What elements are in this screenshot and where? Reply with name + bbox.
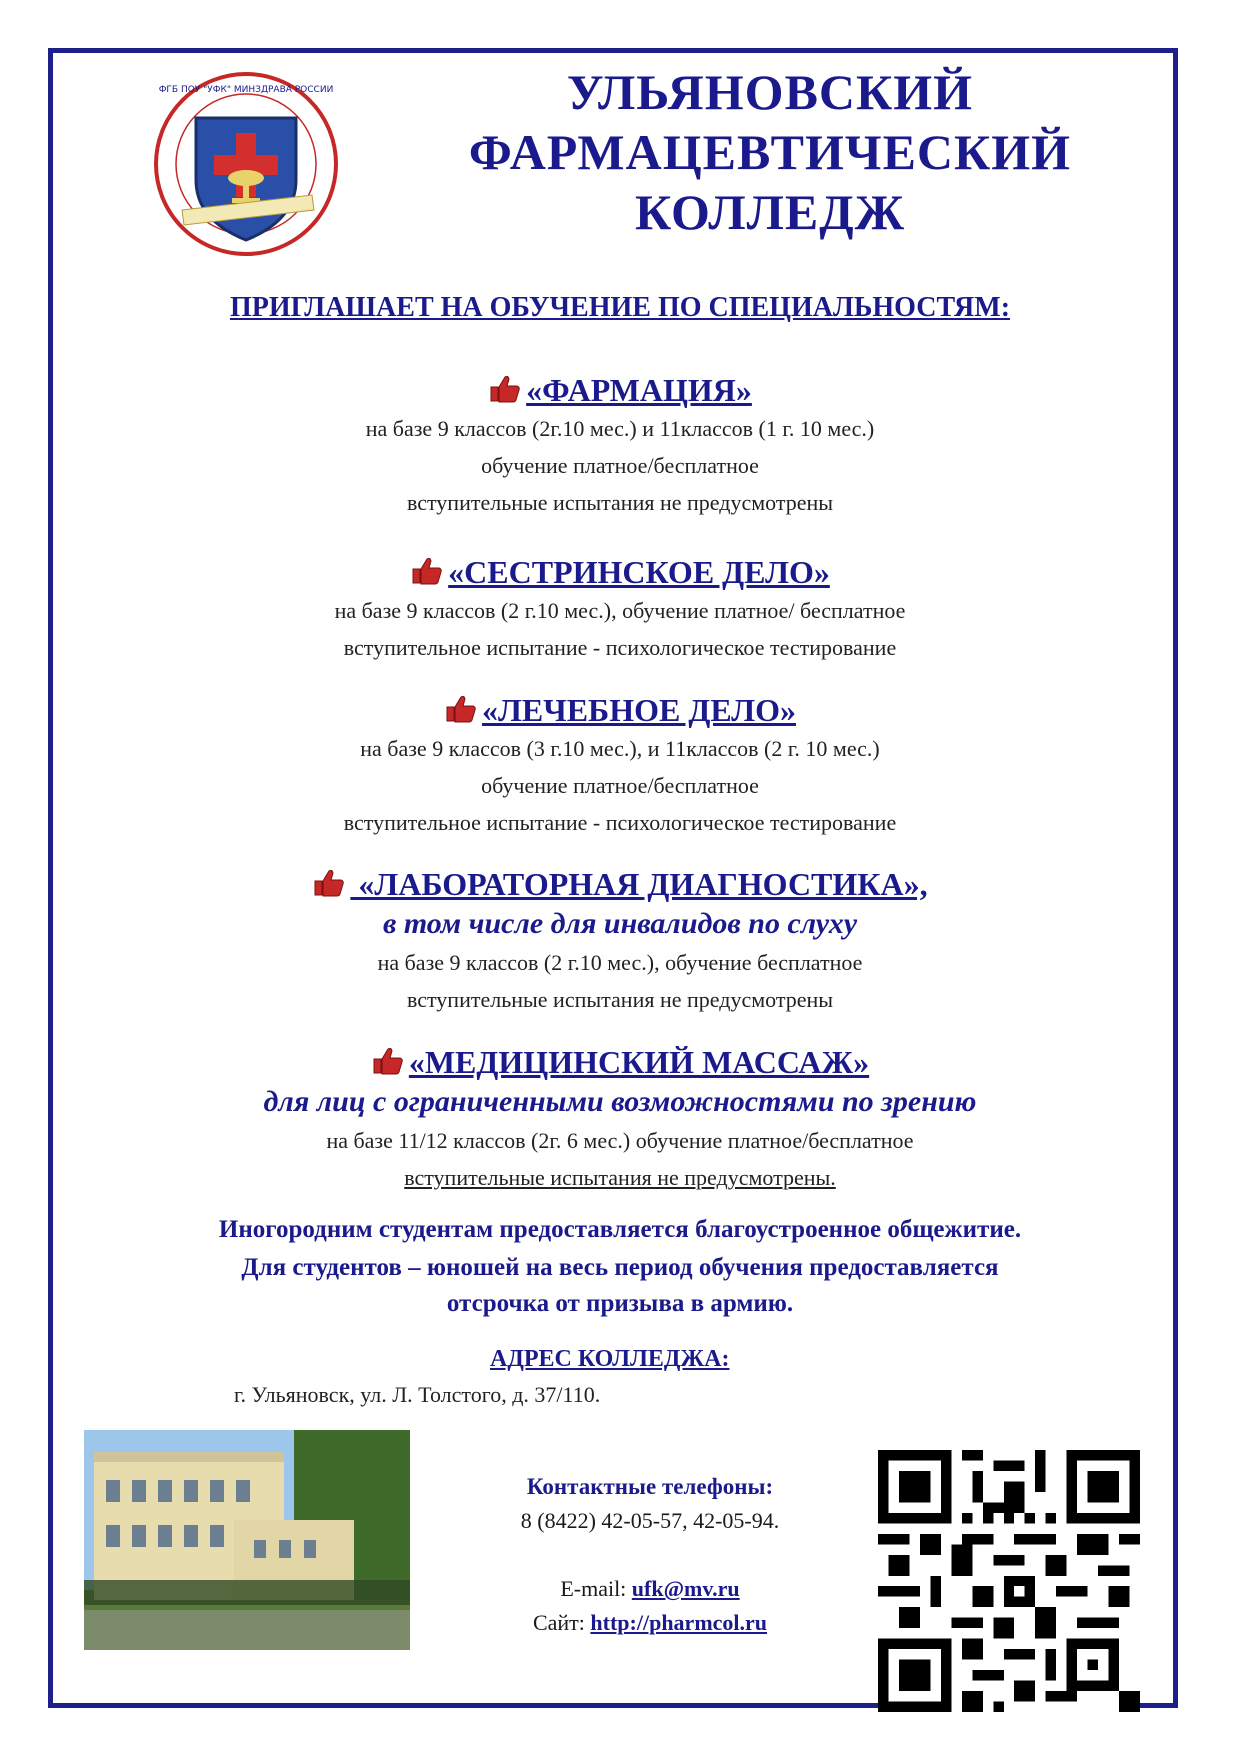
svg-text:ФГБ ПОУ "УФК" МИНЗДРАВА РОССИИ: ФГБ ПОУ "УФК" МИНЗДРАВА РОССИИ	[158, 85, 334, 95]
thumbs-up-icon	[444, 693, 478, 723]
specialty-line: на базе 11/12 классов (2г. 6 мес.) обучение платное/бесплатное	[326, 1128, 914, 1153]
specialty-line: на базе 9 классов (3 г.10 мес.), и 11классов (2 г. 10 мес.)	[360, 736, 880, 761]
invite-heading: ПРИГЛАШАЕТ НА ОБУЧЕНИЕ ПО СПЕЦИАЛЬНОСТЯМ:	[229, 292, 1011, 323]
address-title: АДРЕС КОЛЛЕДЖА:	[490, 1346, 730, 1372]
college-name	[420, 62, 1120, 242]
phones-label: Контактные телефоны:	[526, 1474, 774, 1499]
specialty-general-medicine	[60, 690, 1180, 841]
email-label: E-mail:	[560, 1576, 632, 1601]
thumbs-up-icon	[312, 867, 346, 897]
specialty-title: «ЛЕЧЕБНОЕ ДЕЛО»	[482, 692, 796, 728]
specialty-line: вступительное испытание - психологическое тестирование	[343, 635, 897, 660]
thumbs-up-icon	[371, 1045, 405, 1075]
thumbs-up-icon	[410, 555, 444, 585]
specialty-subtitle: в том числе для инвалидов по слуху	[382, 907, 858, 940]
specialty-line: на базе 9 классов (2 г.10 мес.), обучение платное/ бесплатное	[334, 598, 906, 623]
college-name-line-1: УЛЬЯНОВСКИЙ	[566, 64, 974, 120]
specialty-line: на базе 9 классов (2 г.10 мес.), обучение бесплатное	[377, 950, 863, 975]
specialty-line: вступительные испытания не предусмотрены	[406, 987, 834, 1012]
specialty-line: вступительные испытания не предусмотрены	[406, 490, 834, 515]
specialty-line: обучение платное/бесплатное	[481, 773, 759, 798]
thumbs-up-icon	[488, 373, 522, 403]
specialty-medical-massage	[60, 1042, 1180, 1196]
specialty-nursing	[60, 552, 1180, 666]
contacts	[450, 1470, 850, 1640]
email-link[interactable]: ufk@mv.ru	[631, 1576, 740, 1601]
specialty-title: «ФАРМАЦИЯ»	[526, 372, 752, 408]
specialty-line: вступительные испытания не предусмотрены.	[404, 1165, 836, 1190]
specialty-line: на базе 9 классов (2г.10 мес.) и 11классов (1 г. 10 мес.)	[365, 416, 875, 441]
college-building-photo	[84, 1430, 410, 1650]
specialty-pharmacy	[60, 370, 1180, 521]
note-dormitory: Иногородним студентам предоставляется благоустроенное общежитие.	[218, 1216, 1022, 1243]
specialty-line: вступительное испытание - психологическое тестирование	[343, 810, 897, 835]
specialty-lab-diagnostics	[60, 864, 1180, 1018]
specialty-line: обучение платное/бесплатное	[481, 453, 759, 478]
phones-value: 8 (8422) 42-05-57, 42-05-94.	[520, 1508, 780, 1533]
college-logo	[152, 70, 340, 258]
specialty-title: «СЕСТРИНСКОЕ ДЕЛО»	[448, 554, 830, 590]
qr-code	[878, 1450, 1140, 1712]
address-value: г. Ульяновск, ул. Л. Толстого, д. 37/110.	[234, 1382, 601, 1407]
college-name-line-3: КОЛЛЕДЖ	[634, 184, 906, 240]
note-military-deferral: Для студентов – юношей на весь период обучения предоставляется	[241, 1254, 999, 1281]
note-military-deferral-cont: отсрочка от призыва в армию.	[446, 1290, 794, 1317]
specialty-title: «МЕДИЦИНСКИЙ МАССАЖ»	[408, 1044, 870, 1080]
site-link[interactable]: http://pharmcol.ru	[590, 1610, 768, 1635]
site-label: Сайт:	[532, 1610, 591, 1635]
specialty-title: «ЛАБОРАТОРНАЯ ДИАГНОСТИКА»,	[350, 866, 928, 902]
college-name-line-2: ФАРМАЦЕВТИЧЕСКИЙ	[468, 124, 1072, 180]
specialty-subtitle: для лиц с ограниченными возможностями по зрению	[263, 1085, 977, 1118]
